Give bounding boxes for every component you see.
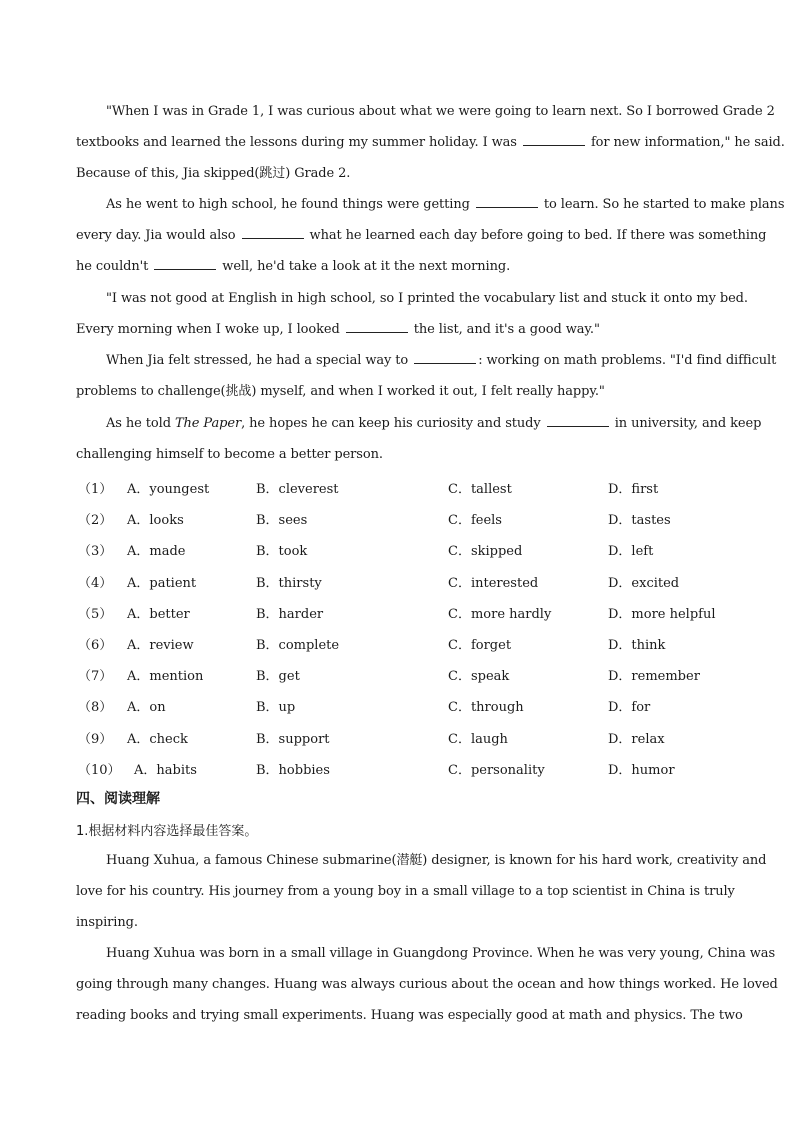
option-d[interactable]: D．humor xyxy=(608,762,675,778)
text-segment: As he went to high school, he found things were getting xyxy=(106,197,474,212)
option-d[interactable]: D．first xyxy=(608,482,659,497)
option-a[interactable]: A．youngest xyxy=(127,482,210,497)
question-number: （10） xyxy=(78,762,121,778)
option-a[interactable]: A．check xyxy=(127,731,188,747)
option-a[interactable]: A．mention xyxy=(127,669,204,685)
text-line xyxy=(76,127,785,158)
option-b[interactable]: B．hobbies xyxy=(256,762,330,778)
option-b[interactable]: B．complete xyxy=(256,637,340,653)
option-b[interactable]: B．took xyxy=(256,544,308,560)
question-number: （1） xyxy=(78,482,113,497)
text-segment: for new information," he said. xyxy=(586,135,785,150)
option-row xyxy=(76,599,736,630)
text-segment: what he learned each day before going to bed. If there was something xyxy=(305,228,767,243)
option-a[interactable]: A．made xyxy=(127,544,186,560)
option-b[interactable]: B．support xyxy=(256,731,330,747)
text-segment: every day. Jia would also xyxy=(76,228,240,243)
text-segment: : working on math problems. "I'd find difficult xyxy=(478,353,777,368)
option-a[interactable]: A．patient xyxy=(127,575,197,591)
passage2-paragraph-1 xyxy=(76,845,767,938)
option-c[interactable]: C．interested xyxy=(448,575,539,591)
text-segment: Every morning when I woke up, I looked xyxy=(76,322,344,337)
question-number: （2） xyxy=(78,513,113,529)
option-c[interactable]: C．skipped xyxy=(448,544,523,560)
option-c[interactable]: C．more hardly xyxy=(448,606,552,622)
option-c[interactable]: C．feels xyxy=(448,513,502,529)
text-segment: the list, and it's a good way." xyxy=(409,322,600,337)
option-b[interactable]: B．sees xyxy=(256,513,308,529)
newspaper-name: The Paper xyxy=(174,416,242,431)
section-heading: 四、阅读理解 xyxy=(76,791,160,807)
option-d[interactable]: D．tastes xyxy=(608,513,671,529)
option-row xyxy=(76,536,736,567)
text-segment: , he hopes he can keep his curiosity and study xyxy=(241,416,545,431)
text-segment: to learn. So he started to make plans xyxy=(539,197,785,212)
option-b[interactable]: B．up xyxy=(256,700,296,716)
option-a[interactable]: A．better xyxy=(127,606,190,622)
question-number: （8） xyxy=(78,700,113,716)
text-line xyxy=(76,251,724,282)
option-row xyxy=(76,505,736,536)
text-line xyxy=(76,408,762,439)
option-a[interactable]: A．looks xyxy=(127,513,184,529)
answer-blank xyxy=(154,257,216,270)
option-c[interactable]: C．laugh xyxy=(448,731,508,747)
text-segment: in university, and keep xyxy=(610,416,762,431)
text-segment: well, he'd take a look at it the next morning. xyxy=(218,259,511,274)
option-a[interactable]: A．habits xyxy=(134,762,197,778)
text-line: problems to challenge(挑战) myself, and when I worked it out, I felt really happy." xyxy=(76,384,605,399)
option-row xyxy=(76,630,736,661)
option-b[interactable]: B．thirsty xyxy=(256,575,322,591)
text-segment: As he told xyxy=(106,416,175,431)
text-segment: When Jia felt stressed, he had a special way to xyxy=(106,353,413,368)
question-number: （7） xyxy=(78,669,113,685)
text-line: reading books and trying small experiments. Huang was especially good at math and physics. The two xyxy=(76,1008,743,1023)
question-number: （9） xyxy=(78,731,113,747)
option-c[interactable]: C．forget xyxy=(448,637,512,653)
text-line: going through many changes. Huang was always curious about the ocean and how things worked. He loved xyxy=(76,977,778,992)
option-row xyxy=(76,474,736,505)
passage1-paragraph-2 xyxy=(76,189,785,282)
text-line xyxy=(76,345,777,376)
option-d[interactable]: D．more helpful xyxy=(608,606,716,622)
text-line xyxy=(76,189,785,220)
option-c[interactable]: C．through xyxy=(448,700,524,716)
option-row xyxy=(76,692,736,723)
option-c[interactable]: C．personality xyxy=(448,762,545,778)
option-a[interactable]: A．on xyxy=(127,700,166,716)
question-instruction: 1.根据材料内容选择最佳答案。 xyxy=(76,824,258,839)
text-line: inspiring. xyxy=(76,915,138,930)
passage1-paragraph-4 xyxy=(76,345,777,407)
text-line: Huang Xuhua, a famous Chinese submarine(潜艇) designer, is known for his hard work, creativity and xyxy=(106,853,767,868)
text-line: challenging himself to become a better person. xyxy=(76,447,383,462)
option-b[interactable]: B．harder xyxy=(256,606,324,622)
text-line xyxy=(76,220,767,251)
option-d[interactable]: D．think xyxy=(608,637,666,653)
text-line: love for his country. His journey from a young boy in a small village to a top scientist in China is truly xyxy=(76,884,735,899)
option-d[interactable]: D．for xyxy=(608,700,651,716)
question-number: （4） xyxy=(78,575,113,591)
option-d[interactable]: D．relax xyxy=(608,731,665,747)
answer-blank xyxy=(242,226,304,239)
option-c[interactable]: C．tallest xyxy=(448,482,512,497)
option-d[interactable]: D．remember xyxy=(608,669,700,685)
passage1-paragraph-3 xyxy=(76,283,748,345)
options-table xyxy=(76,474,736,786)
question-number: （3） xyxy=(78,544,113,560)
option-b[interactable]: B．get xyxy=(256,669,300,685)
text-segment: he couldn't xyxy=(76,259,153,274)
option-row xyxy=(76,661,736,692)
option-row xyxy=(76,755,736,786)
text-line xyxy=(76,314,724,345)
text-segment: textbooks and learned the lessons during my summer holiday. I was xyxy=(76,135,521,150)
option-d[interactable]: D．left xyxy=(608,544,654,560)
answer-blank xyxy=(523,133,585,146)
question-number: （5） xyxy=(78,606,113,622)
option-row xyxy=(76,568,736,599)
option-d[interactable]: D．excited xyxy=(608,575,680,591)
passage1-paragraph-1 xyxy=(76,96,785,189)
answer-blank xyxy=(414,351,476,364)
text-line: "I was not good at English in high school, so I printed the vocabulary list and stuck it onto my bed. xyxy=(106,291,748,306)
option-row xyxy=(76,724,736,755)
text-line: Huang Xuhua was born in a small village in Guangdong Province. When he was very young, China was xyxy=(106,946,776,961)
text-line: Because of this, Jia skipped(跳过) Grade 2. xyxy=(76,166,351,181)
text-line: "When I was in Grade 1, I was curious about what we were going to learn next. So I borrowed Grade 2 xyxy=(106,104,775,119)
passage2-paragraph-2 xyxy=(76,938,778,1031)
question-number: （6） xyxy=(78,637,113,653)
option-a[interactable]: A．review xyxy=(127,637,194,653)
option-b[interactable]: B．cleverest xyxy=(256,482,339,497)
answer-blank xyxy=(346,320,408,333)
passage1-paragraph-5 xyxy=(76,408,762,470)
option-c[interactable]: C．speak xyxy=(448,669,510,685)
answer-blank xyxy=(547,414,609,427)
answer-blank xyxy=(476,195,538,208)
